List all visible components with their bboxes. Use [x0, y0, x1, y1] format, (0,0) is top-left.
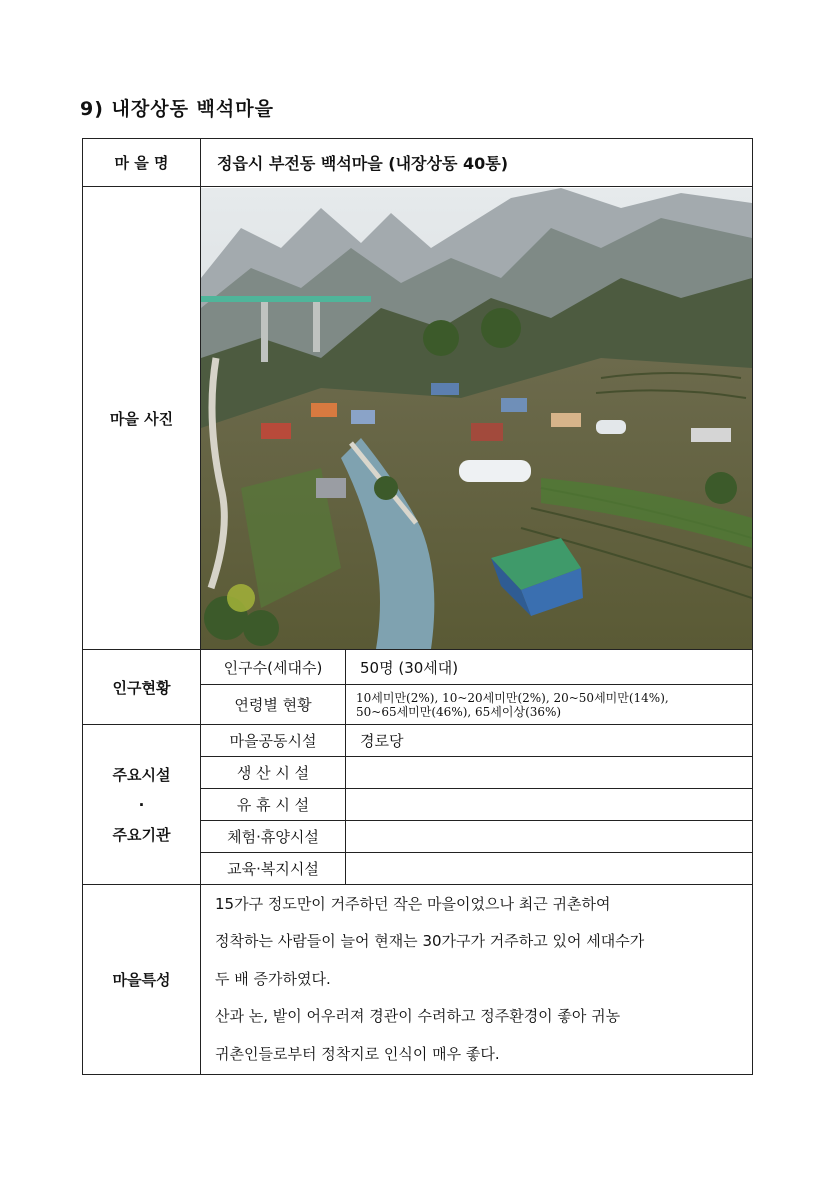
population-label: 인구현황 [83, 650, 201, 725]
facility-label: 교육·복지시설 [201, 853, 346, 885]
facilities-label-1: 주요시설 [112, 765, 171, 784]
facility-value [346, 757, 753, 789]
village-name-label: 마 을 명 [83, 139, 201, 187]
facility-row [83, 725, 753, 757]
village-info-table [82, 138, 753, 1075]
age-value-line-1: 10세미만(2%), 10~20세미만(2%), 20~50세미만(14%), [356, 690, 669, 705]
population-count-label: 인구수(세대수) [201, 650, 346, 685]
facility-label: 체험·휴양시설 [201, 821, 346, 853]
facility-value [346, 821, 753, 853]
village-aerial-photo [201, 188, 752, 649]
age-value [346, 685, 753, 725]
facilities-label-dot: · [138, 795, 145, 814]
facility-value [346, 853, 753, 885]
facility-label: 마을공동시설 [201, 725, 346, 757]
village-name-value: 정읍시 부전동 백석마을 (내장상동 40통) [201, 139, 753, 187]
facility-value [346, 789, 753, 821]
population-count-value: 50명 (30세대) [346, 650, 753, 685]
population-row [83, 650, 753, 685]
village-photo-row [83, 187, 753, 650]
village-photo-cell [201, 187, 753, 650]
feature-label: 마을특성 [83, 885, 201, 1075]
feature-line: 15가구 정도만이 거주하던 작은 마을이었으나 최근 귀촌하여 [215, 894, 611, 913]
feature-line: 정착하는 사람들이 늘어 현재는 30가구가 거주하고 있어 세대수가 [215, 932, 645, 951]
facilities-label-2: 주요기관 [112, 825, 171, 844]
facility-label: 유 휴 시 설 [201, 789, 346, 821]
feature-line: 귀촌인들로부터 정착지로 인식이 매우 좋다. [215, 1044, 500, 1063]
village-name-row [83, 139, 753, 187]
age-label: 연령별 현황 [201, 685, 346, 725]
section-heading: 9) 내장상동 백석마을 [80, 98, 274, 120]
feature-line: 두 배 증가하였다. [215, 969, 331, 988]
facilities-label [83, 725, 201, 885]
age-value-line-2: 50~65세미만(46%), 65세이상(36%) [356, 704, 562, 719]
feature-row [83, 885, 753, 1075]
feature-line: 산과 논, 밭이 어우러져 경관이 수려하고 정주환경이 좋아 귀농 [215, 1007, 621, 1026]
facility-value: 경로당 [346, 725, 753, 757]
facility-label: 생 산 시 설 [201, 757, 346, 789]
feature-text [201, 885, 753, 1075]
village-aerial-illustration [201, 188, 752, 649]
village-photo-label: 마을 사진 [83, 187, 201, 650]
